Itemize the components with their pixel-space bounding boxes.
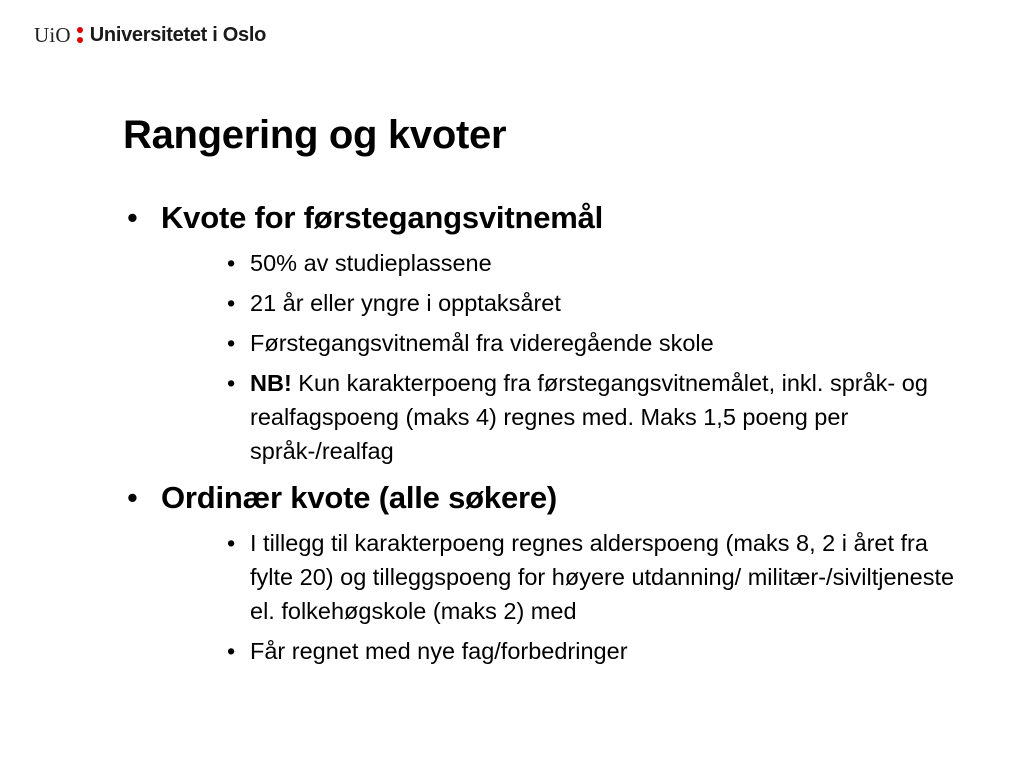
list-item: [227, 286, 964, 320]
list-item-text: 50% av studieplassene: [250, 250, 492, 276]
bullet-icon: •: [127, 200, 138, 235]
list-item: [227, 246, 964, 280]
section-heading-text: Kvote for førstegangsvitnemål: [161, 200, 604, 235]
list-item-text: Kun karakterpoeng fra førstegangsvitnemålet, inkl. språk- og realfagspoeng (maks 4) regnes med. Maks 1,5 poeng per språk-/realfag: [250, 370, 928, 464]
bullet-icon: •: [227, 250, 236, 276]
list-item-text: I tillegg til karakterpoeng regnes alderspoeng (maks 8, 2 i året fra fylte 20) og tilleggspoeng for høyere utdanning/ militær-/siviltjeneste el. folkehøgskole (maks 2) med: [250, 530, 955, 624]
bullet-icon: •: [227, 290, 236, 316]
logo-dot-top: [77, 27, 83, 33]
uio-logo: [34, 22, 266, 48]
list-item-nb-note: [227, 366, 964, 468]
list-item-text: Får regnet med nye fag/forbedringer: [250, 638, 628, 664]
slide-content: [0, 196, 1024, 668]
bullet-icon: •: [227, 530, 236, 556]
list-item-text: Førstegangsvitnemål fra videregående skole: [250, 330, 714, 356]
list-item: [227, 526, 964, 628]
logo-abbreviation: UiO: [34, 22, 71, 47]
list-item: [227, 634, 964, 668]
slide-title: Rangering og kvoter: [123, 113, 507, 157]
logo-dot-bottom: [77, 37, 83, 43]
bullet-icon: •: [227, 370, 236, 396]
bullet-icon: •: [227, 330, 236, 356]
list-item-text: 21 år eller yngre i opptaksåret: [250, 290, 561, 316]
list-item: [227, 326, 964, 360]
logo-institution-name: Universitetet i Oslo: [89, 23, 267, 46]
section-heading-ordinary-quota: [127, 476, 984, 520]
section-heading-text: Ordinær kvote (alle søkere): [161, 480, 558, 515]
bullet-icon: •: [127, 480, 138, 515]
nb-emphasis: NB!: [250, 370, 292, 396]
logo-colon-icon: [77, 27, 83, 43]
bullet-icon: •: [227, 638, 236, 664]
section-heading-first-time-diploma-quota: [127, 196, 984, 240]
